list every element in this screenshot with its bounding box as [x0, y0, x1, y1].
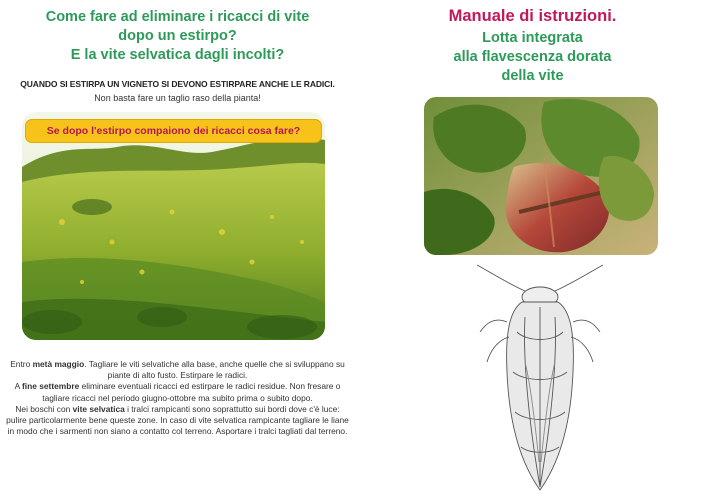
left-title: [0, 8, 355, 65]
subtitle-line-1: Lotta integrata: [482, 30, 583, 46]
p2-pre: A: [14, 381, 23, 392]
subtitle-line-3: della vite: [501, 68, 564, 84]
p3-post: i tralci rampicanti sono soprattutto sui bordi dove c'è luce: pulire particolarmente bene queste zone. In caso di vite selvatica rampicante tagliare le liane in modo che i sarmenti non siano a contatto col terreno. Asportare i tralci tagliati dal terreno.: [6, 403, 349, 437]
paragraph-may: [6, 359, 349, 381]
meadow-photo: [22, 112, 325, 340]
vine-leaf-photo: [424, 97, 658, 255]
left-title-line-3: E la vite selvatica dagli incolti?: [70, 47, 285, 63]
paragraph-september: [6, 381, 349, 403]
question-banner: Se dopo l'estirpo compaiono dei ricacci cosa fare?: [25, 119, 322, 143]
paragraph-woods: [6, 404, 349, 438]
p1-bold: metà maggio: [32, 359, 85, 369]
left-title-line-1: Come fare ad eliminare i ricacci di vite: [45, 9, 310, 25]
right-page: [355, 0, 710, 502]
p3-bold: vite selvatica: [72, 403, 125, 414]
p2-bold: fine settembre: [22, 381, 80, 392]
instructions-text: [6, 359, 349, 437]
p2-post: eliminare eventuali ricacci ed estirpare le radici residue. Non fresare o tagliare ricacci nel periodo giugno-ottobre ma subito prima o subito dopo.: [42, 381, 341, 403]
notice-subline: Non basta fare un taglio raso della pianta!: [94, 93, 261, 103]
p1-pre: Entro: [10, 359, 33, 369]
subtitle-line-2: alla flavescenza dorata: [453, 49, 612, 65]
left-title-line-2: dopo un estirpo?: [118, 28, 237, 44]
p3-pre: Nei boschi con: [15, 403, 73, 414]
uppercase-notice: QUANDO SI ESTIRPA UN VIGNETO SI DEVONO ESTIRPARE ANCHE LE RADICI.: [20, 79, 335, 89]
manual-subtitle: [355, 29, 710, 86]
manual-title: Manuale di istruzioni.: [448, 7, 617, 25]
p1-post: . Tagliare le viti selvatiche alla base, anche quelle che si sviluppano su piante di alto fusto. Estirpare le radici.: [84, 359, 345, 381]
leafhopper-drawing: [465, 262, 615, 494]
